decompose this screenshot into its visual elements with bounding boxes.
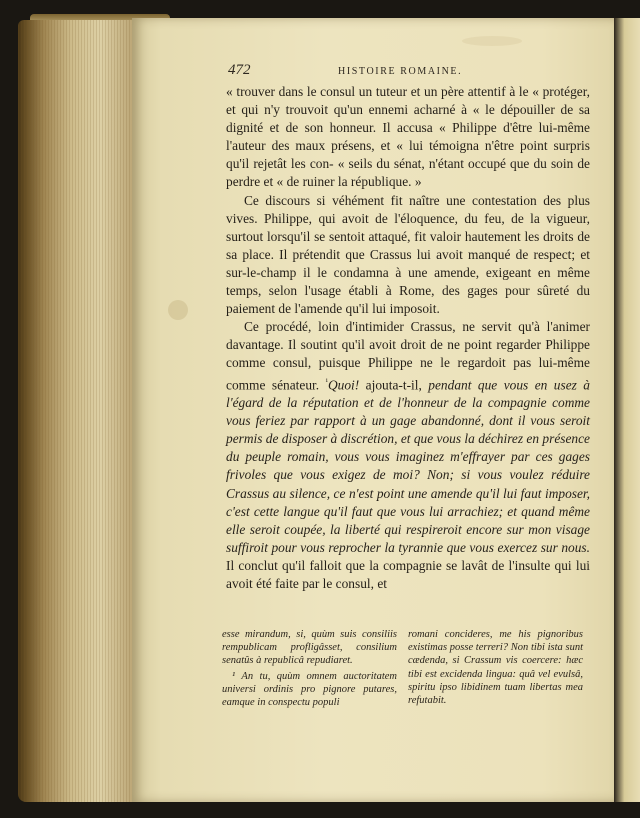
page-block-edge bbox=[18, 20, 136, 802]
paragraph-text: Ce procédé, loin d'intimider Crassus, ne servit qu'à l'animer davantage. Il soutint qu'il avoit droit de ne point regarder Philippe comme consul, puisque Philippe ne le regardoit pas lui-même comme sénateur. bbox=[226, 319, 590, 392]
main-text bbox=[226, 83, 590, 593]
quoted-exclamation: Quoi! bbox=[327, 376, 360, 392]
paper-stain bbox=[168, 300, 188, 320]
italic-quotation: pendant que vous en usez à l'égard de la réputation et de l'honneur de la compagnie comme vous feriez par rapport à un gage abandonné, dont il vous seroit permis de disposer à discrétion, et que vous la déchirez en présence du peuple romain, vous vous imaginez m'effrayer par ces gages frivoles que vous exigez de moi? Non; si vous voulez réduire Crassus au silence, ce n'est point une amende qu'il lui faut imposer, c'est cette langue qu'il faut que vous lui arrachiez; et quand même elle seroit coupée, la liberté qui respireroit encore sur mon visage suffiroit pour vous reprocher la tyrannie que vous exercez sur nous. bbox=[226, 376, 591, 555]
footnote-text: romani concideres, me his pignoribus existimas posse terreri? Non tibi ista sunt cædenda, si Crassum vis coercere: hæc tibi est excidenda lingua: quâ vel evulsâ, spiritu ipso libidinem tuam libertas mea refutabit. bbox=[408, 629, 583, 707]
paragraph-text: ajouta-t-il, bbox=[359, 376, 429, 392]
footnote-text: esse mirandum, si, quùm suis consiliis rempublicam profligâsset, consilium senatûs à republicâ repudiaret. bbox=[222, 629, 397, 667]
footnotes-left bbox=[222, 628, 397, 711]
running-head bbox=[228, 62, 608, 82]
paragraph bbox=[226, 318, 590, 593]
footnote-marker: ¹ bbox=[325, 376, 328, 386]
facing-page-edge bbox=[614, 18, 640, 802]
running-title: HISTOIRE ROMAINE. bbox=[338, 66, 463, 77]
paragraph: « trouver dans le consul un tuteur et un père attentif à le « protéger, et qui n'y trouvoit qu'un ennemi acharné à « le dépouiller de sa dignité et de son honneur. Il accusa « Philippe d'être lui-même l'auteur des maux présens, et « lui témoigna n'être point surpris qu'il rejetât les con- « seils du sénat, n'étant occupé que du soin de perdre et « de ruiner la république. » bbox=[226, 84, 590, 190]
footnote-text: ¹ An tu, quùm omnem auctoritatem universi ordinis pro pignore putares, eamque in conspectu populi bbox=[222, 670, 397, 709]
footnotes-right bbox=[408, 628, 583, 709]
paragraph-text: Il conclut qu'il falloit que la compagnie se lavât de l'insulte qui lui avoit été faite par le consul, et bbox=[226, 557, 590, 591]
paper-stain bbox=[462, 36, 522, 46]
page-number: 472 bbox=[228, 62, 251, 78]
paragraph: Ce discours si véhément fit naître une contestation des plus vives. Philippe, qui avoit de l'éloquence, du feu, de la vigueur, surtout lorsqu'il se sentoit attaqué, fit valoir hautement les droits de sa place. Il prétendit que Crassus lui avoit manqué de respect; et sur-le-champ il le condamna à une amende, exigeant en même temps, selon l'usage établi à Rome, des gages pour sûreté du paiement de l'amende qu'il lui imposoit. bbox=[226, 192, 590, 317]
